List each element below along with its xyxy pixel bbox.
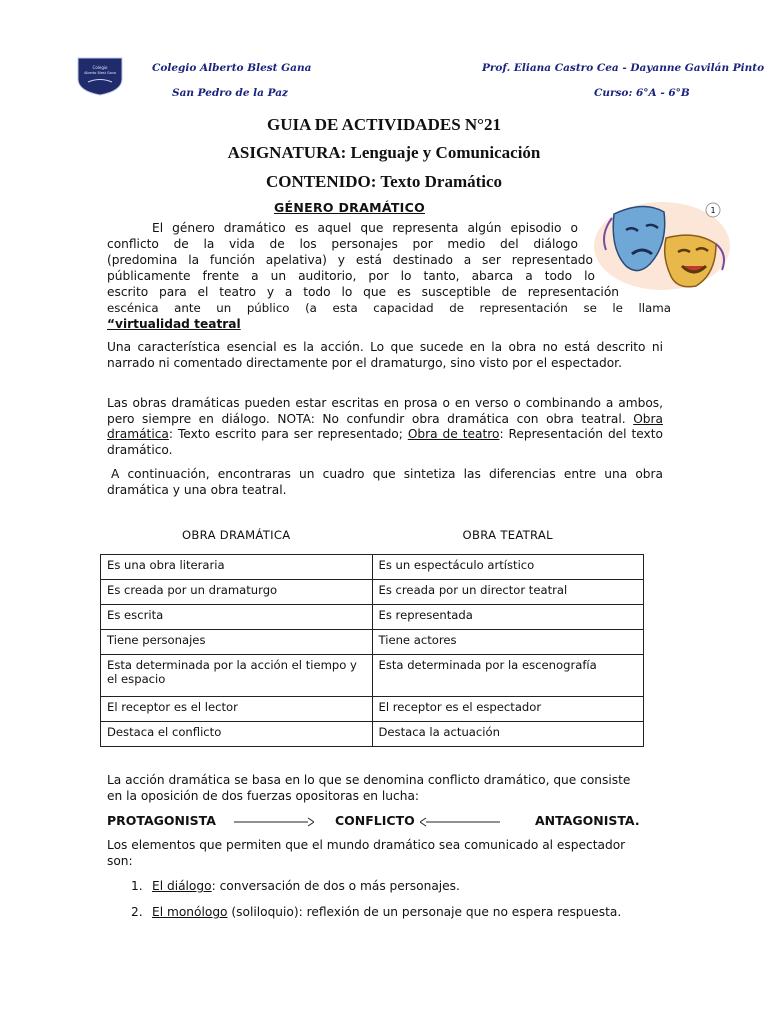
theater-masks-image: [592, 194, 742, 294]
table-cell: Esta determinada por la acción el tiempo y el espacio: [101, 654, 373, 696]
conflicto-label: CONFLICTO: [335, 813, 415, 828]
subject-title: ASIGNATURA: Lenguaje y Comunicación: [227, 143, 541, 162]
note-text-b: : Texto escrito para ser representado;: [168, 427, 408, 441]
list-item: [131, 879, 611, 895]
table-cell: Esta determinada por la escenografía: [372, 654, 644, 696]
table-row: [101, 554, 644, 579]
list-term: El diálogo: [152, 879, 212, 893]
intro-line-4: públicamente frente a un auditorio, por lo tanto, abarca a todo lo: [107, 269, 595, 283]
logo-text-1: Colegio: [92, 65, 108, 70]
table-cell: Tiene actores: [372, 629, 644, 654]
paragraph-note: [107, 396, 663, 458]
intro-line-5: escrito para el teatro y a todo lo que es susceptible de representación: [107, 285, 619, 299]
list-item: [131, 905, 632, 921]
table-cell: Destaca el conflicto: [101, 721, 373, 746]
school-name: Colegio Alberto Blest Gana: [152, 62, 312, 74]
arrow-left-icon: [420, 812, 500, 831]
comparison-table: [100, 520, 644, 747]
intro-line-2: conflicto de la vida de los personajes por medio del diálogo: [107, 237, 578, 251]
paragraph-elements: Los elementos que permiten que el mundo dramático sea comunicado al espectador son:: [107, 838, 626, 868]
arrow-right-icon: [234, 812, 314, 831]
table-cell: Es creada por un director teatral: [372, 579, 644, 604]
school-logo: [76, 55, 124, 97]
section-title: GÉNERO DRAMÁTICO: [274, 200, 425, 215]
table-cell: Es representada: [372, 604, 644, 629]
note-term-obra-dramatica: Obra dramática: [107, 411, 663, 441]
antagonista-label: ANTAGONISTA.: [535, 813, 640, 828]
table-row: [101, 579, 644, 604]
table-row: [101, 721, 644, 746]
table-cell: Es escrita: [101, 604, 373, 629]
table-row: [101, 696, 644, 721]
course: Curso: 6°A - 6°B: [594, 87, 690, 99]
header-obra-dramatica: OBRA DRAMÁTICA: [182, 528, 291, 542]
note-term-obra-teatro: Obra de teatro: [407, 427, 500, 441]
guide-title: GUIA DE ACTIVIDADES N°21: [267, 115, 501, 134]
table-cell: El receptor es el espectador: [372, 696, 644, 721]
note-text-a: Las obras dramáticas pueden estar escritas en prosa o en verso o combinando a ambos, pero siempre en diálogo. NOTA: No confundir obra dramática con obra teatral.: [107, 396, 663, 426]
note-text-c: : Representación del texto dramático.: [107, 427, 664, 457]
masks-badge: 1: [710, 206, 716, 215]
paragraph-table-intro: A continuación, encontraras un cuadro que sintetiza las diferencias entre una obra dramática y una obra teatral.: [107, 467, 663, 497]
list-number: 2.: [131, 905, 143, 919]
table-cell: Es una obra literaria: [101, 554, 373, 579]
table-row: [101, 604, 644, 629]
intro-line-6: escénica ante un público (a esta capacidad de representación se le llama: [107, 301, 671, 315]
table-cell: Tiene personajes: [101, 629, 373, 654]
list-term: El monólogo: [152, 905, 228, 919]
table-cell: Destaca la actuación: [372, 721, 644, 746]
header-obra-teatral: OBRA TEATRAL: [462, 528, 553, 542]
list-text: : conversación de dos o más personajes.: [211, 879, 460, 893]
list-number: 1.: [131, 879, 143, 893]
logo-text-2: Alberto Blest Gana: [84, 71, 116, 75]
virtualidad-term: “virtualidad teatral: [107, 317, 241, 331]
intro-line-3: (predomina la función apelativa) y está destinado a ser representado: [107, 253, 593, 267]
content-title: CONTENIDO: Texto Dramático: [265, 172, 503, 191]
table-header-row: [101, 520, 644, 554]
intro-line-1: El género dramático es aquel que representa algún episodio o: [152, 221, 578, 235]
table-cell: Es un espectáculo artístico: [372, 554, 644, 579]
protagonista-label: PROTAGONISTA: [107, 813, 216, 828]
paragraph-action: Una característica esencial es la acción. Lo que sucede en la obra no está descrito ni narrado ni comentado directamente por el dramaturgo, sino visto por el espectador.: [107, 340, 663, 370]
table-cell: Es creada por un dramaturgo: [101, 579, 373, 604]
teachers: Prof. Eliana Castro Cea - Dayanne Gavilán Pinto: [482, 62, 765, 74]
list-text: (soliloquio): reflexión de un personaje que no espera respuesta.: [227, 905, 622, 919]
table-cell: El receptor es el lector: [101, 696, 373, 721]
school-city: San Pedro de la Paz: [172, 87, 289, 99]
table-row: [101, 629, 644, 654]
paragraph-conflict: La acción dramática se basa en lo que se denomina conflicto dramático, que consiste en la oposición de dos fuerzas opositoras en lucha:: [107, 773, 631, 803]
table-row: [101, 654, 644, 696]
